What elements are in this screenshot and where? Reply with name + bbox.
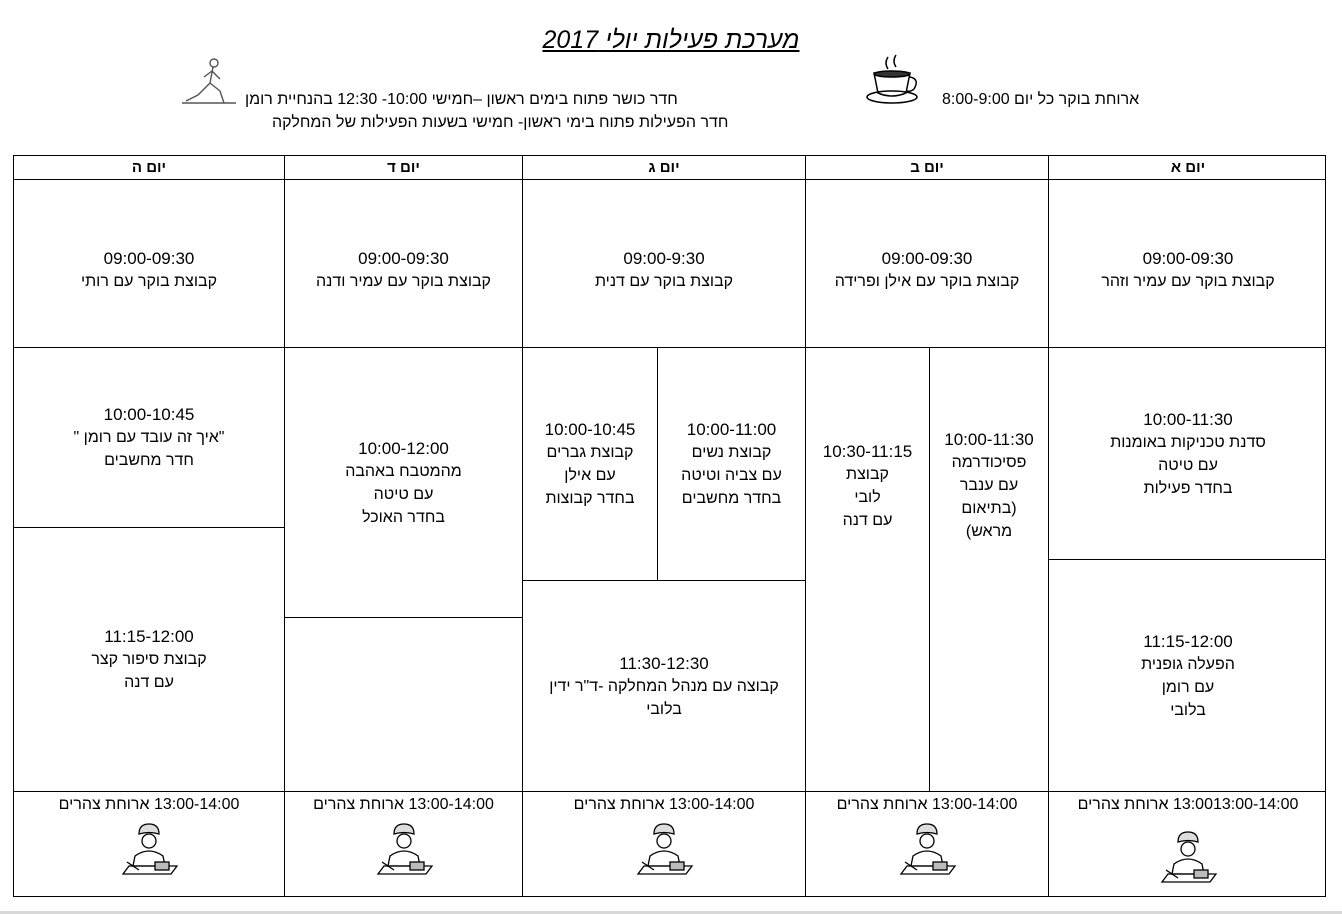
session-leader: עם דנה [124, 674, 174, 691]
lunch-cell-g [523, 792, 806, 897]
session-time: 09:00-09:30 [103, 248, 195, 268]
morning-cell-a [1049, 180, 1326, 348]
session-cell-b-left [806, 348, 930, 792]
chef-icon [374, 822, 434, 878]
session-time: 11:30-12:30 [619, 653, 709, 673]
breakfast-line: ארוחת בוקר כל יום 8:00-9:00 [942, 91, 1140, 108]
day-header-h: יום ה [14, 156, 285, 180]
morning-cell-b [806, 180, 1049, 348]
session-time: 10:00-12:00 [358, 438, 449, 458]
session-location: בחדר פעילות [1143, 479, 1233, 497]
lunch-text: 13:00-14:00 ארוחת צהרים [313, 796, 494, 813]
session-cell-g-left [523, 348, 658, 581]
session-title: קבוצת בוקר עם רותי [80, 272, 218, 290]
lunch-cell-b [806, 792, 1049, 897]
morning-cell-h [14, 180, 285, 348]
session-cell-h2 [14, 528, 285, 792]
lunch-text: 13:00-14:00 ארוחת צהרים [573, 796, 755, 813]
session-title: סדנת טכניקות באומנות [1110, 433, 1266, 451]
gym-hours-line: חדר כושר פתוח בימים ראשון –חמישי 10:00- 12:30 בהנחיית רומן [245, 91, 678, 108]
coffee-cup-icon [866, 53, 922, 107]
session-title: קבוצת סיפור קצר [91, 651, 207, 668]
session-leader: עם אילן [564, 467, 616, 484]
chef-icon [1158, 830, 1218, 886]
session-leader: עם טיטה [1158, 456, 1218, 474]
session-location: בחדר מחשבים [681, 490, 782, 507]
session-note: מראש) [965, 523, 1013, 540]
session-time: 10:00-11:30 [944, 430, 1034, 449]
day-header-b: יום ב [806, 156, 1049, 180]
lunch-text: 13:00-14:00 ארוחת צהרים [836, 796, 1018, 813]
page-title: מערכת פעילות יולי 2017 [542, 26, 800, 54]
session-cell-d1 [285, 348, 523, 618]
chef-icon [634, 822, 694, 878]
morning-cell-d [285, 180, 523, 348]
session-cell-g2 [523, 581, 806, 792]
session-location: לובי [854, 489, 881, 506]
session-title: הפעלה גופנית [1141, 655, 1235, 673]
lunch-cell-h [14, 792, 285, 897]
session-title: קבוצה עם מנהל המחלקה -ד"ר ידין [549, 677, 779, 695]
session-location: בלובי [1170, 701, 1206, 719]
session-leader: עם צביה וטיטה [681, 467, 782, 484]
session-location: חדר מחשבים [104, 452, 194, 469]
session-location: בחדר קבוצות [545, 490, 635, 507]
session-title: קבוצת גברים [546, 444, 634, 461]
session-title: קבוצת [846, 466, 889, 483]
chef-icon [897, 822, 957, 878]
runner-icon [180, 55, 238, 107]
session-location: בחדר האוכל [362, 508, 445, 526]
day-header-a: יום א [1049, 156, 1326, 180]
lunch-cell-a [1049, 792, 1326, 897]
session-title: "איך זה עובד עם רומן " [73, 429, 225, 446]
session-title: קבוצת בוקר עם דנית [594, 272, 734, 290]
session-time: 09:00-09:30 [1142, 248, 1234, 268]
session-cell-b-right [930, 348, 1049, 792]
session-leader: עם רומן [1161, 678, 1215, 696]
day-header-g: יום ג [523, 156, 806, 180]
schedule-table [13, 155, 1326, 897]
morning-cell-g [523, 180, 806, 348]
session-cell-a1 [1049, 348, 1326, 560]
session-title: פסיכודרמה [951, 454, 1027, 471]
session-time: 10:00-10:45 [103, 405, 195, 424]
session-cell-a2 [1049, 560, 1326, 792]
session-title: קבוצת נשים [691, 444, 772, 461]
session-leader: עם ענבר [959, 477, 1019, 494]
chef-icon [119, 822, 179, 878]
session-title: מהמטבח באהבה [345, 462, 462, 480]
session-title: קבוצת בוקר עם אילן ופרידה [834, 272, 1020, 290]
session-title: קבוצת בוקר עם עמיר ודנה [316, 272, 491, 290]
session-time: 10:30-11:15 [822, 442, 913, 461]
day-header-d: יום ד [285, 156, 523, 180]
session-time: 11:15-12:00 [104, 627, 194, 646]
empty-cell-d2 [285, 618, 523, 792]
session-time: 11:15-12:00 [1143, 631, 1233, 651]
session-note: (בתיאום [961, 500, 1017, 517]
session-time: 10:00-11:30 [1143, 409, 1233, 429]
session-cell-g-right [658, 348, 806, 581]
session-time: 10:00-10:45 [544, 420, 636, 439]
session-time: 10:00-11:00 [686, 420, 777, 439]
session-title: קבוצת בוקר עם עמיר וזהר [1101, 272, 1275, 290]
session-time: 09:00-09:30 [881, 248, 973, 268]
session-time: 09:00-9:30 [623, 248, 705, 268]
lunch-cell-d [285, 792, 523, 897]
session-leader: עם דנה [842, 512, 893, 529]
session-cell-h1 [14, 348, 285, 528]
lunch-text: 13:0013:00-14:00 ארוחת צהרים [1077, 796, 1299, 813]
lunch-text: 13:00-14:00 ארוחת צהרים [58, 796, 240, 813]
session-leader: עם טיטה [373, 485, 434, 503]
activity-room-line: חדר הפעילות פתוח בימי ראשון- חמישי בשעות הפעילות של המחלקה [272, 114, 729, 131]
session-time: 09:00-09:30 [358, 248, 449, 268]
session-location: בלובי [646, 700, 682, 718]
